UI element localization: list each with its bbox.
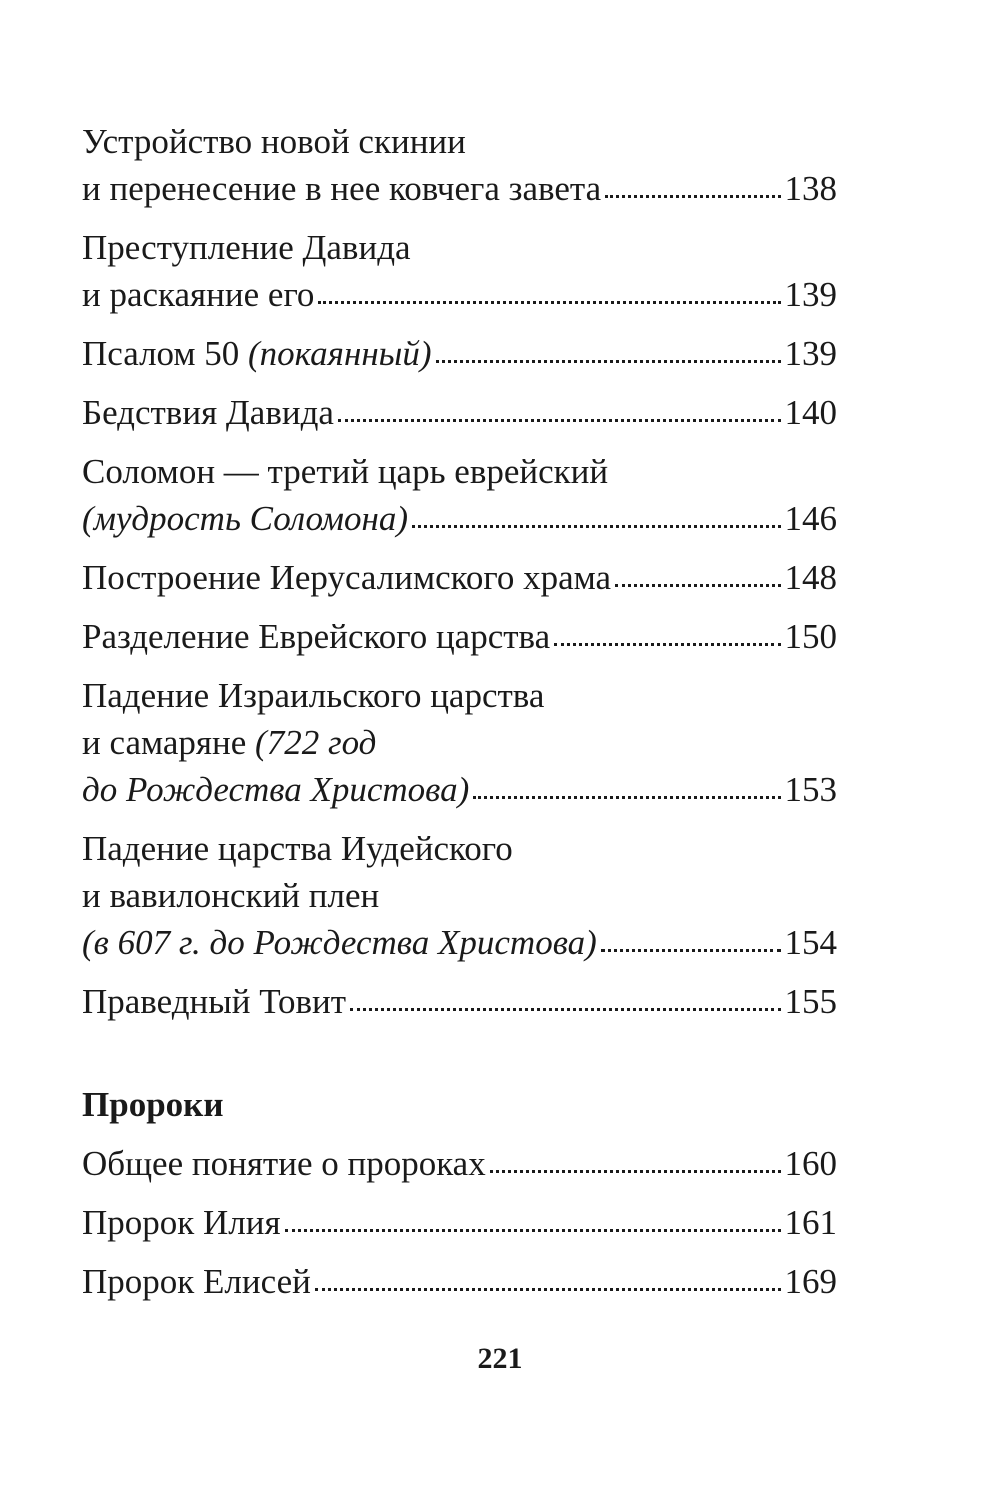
toc-entry [82,672,837,813]
toc-entry [82,978,837,1025]
toc-entry [82,448,837,542]
toc-entry [82,389,837,436]
toc-entry [82,554,837,601]
page-number: 221 [477,1342,523,1375]
dot-leader [412,524,780,528]
toc-page-number: 148 [784,558,837,597]
toc-page-number: 139 [784,275,837,314]
toc-page-number: 153 [784,770,837,809]
toc-entry [82,825,837,966]
section-heading: Пророки [82,1085,224,1124]
toc-entry-line: Преступление Давида [82,228,411,267]
toc-entry-title: Разделение Еврейского царства [82,617,551,656]
dot-leader [338,418,781,422]
toc-entry-note: (покаянный) [248,334,432,373]
dot-leader [285,1228,781,1232]
dot-leader [473,795,780,799]
toc-entry-note: (722 год [255,723,377,762]
toc-entry-title: Праведный Товит [82,982,347,1021]
toc-entry [82,330,837,377]
toc-page-number: 155 [784,982,837,1021]
toc-entry-title: и раскаяние его [82,275,315,314]
toc-entry-title: Построение Иерусалимского храма [82,558,612,597]
toc-entry [82,224,837,318]
toc-page-number: 140 [784,393,837,432]
toc-entry-line: Устройство новой скинии [82,122,466,161]
toc-entry [82,1140,837,1187]
toc-page [82,118,837,1317]
toc-entry-title: Бедствия Давида [82,393,334,432]
toc-page-number: 146 [784,499,837,538]
dot-leader [318,300,780,304]
toc-page-number: 139 [784,334,837,373]
toc-entry-note: (в 607 г. до Рождества Христова) [82,923,597,962]
dot-leader [601,948,781,952]
toc-entry-line: и вавилонский плен [82,876,380,915]
toc-page-number: 169 [784,1262,837,1301]
toc-entry [82,613,837,660]
toc-page-number: 154 [784,923,837,962]
toc-page-number: 161 [784,1203,837,1242]
toc-entry [82,1258,837,1305]
dot-leader [490,1169,781,1173]
toc-entry-title: Пророк Елисей [82,1262,311,1301]
toc-list [82,118,837,1025]
toc-entry [82,1199,837,1246]
toc-entry-line: Падение Израильского царства [82,676,545,715]
dot-leader [315,1287,781,1291]
toc-entry [82,118,837,212]
toc-page-number: 160 [784,1144,837,1183]
toc-page-number: 150 [784,617,837,656]
toc-entry-line: и самаряне [82,723,256,762]
toc-entry-note: (мудрость Соломона) [82,499,409,538]
dot-leader [605,194,780,198]
toc-entry-line: Соломон — третий царь еврейский [82,452,609,491]
toc-entry-title: и перенесение в нее ковчега завета [82,169,602,208]
toc-entry-line: Падение царства Иудейского [82,829,513,868]
toc-list-prophets [82,1140,837,1305]
dot-leader [436,359,781,363]
toc-entry-title: Псалом 50 [82,334,249,373]
toc-entry-title: Общее понятие о пророках [82,1144,486,1183]
dot-leader [350,1007,780,1011]
dot-leader [615,583,780,587]
toc-entry-title: Пророк Илия [82,1203,281,1242]
dot-leader [554,642,780,646]
toc-page-number: 138 [784,169,837,208]
toc-entry-note: до Рождества Христова) [82,770,470,809]
